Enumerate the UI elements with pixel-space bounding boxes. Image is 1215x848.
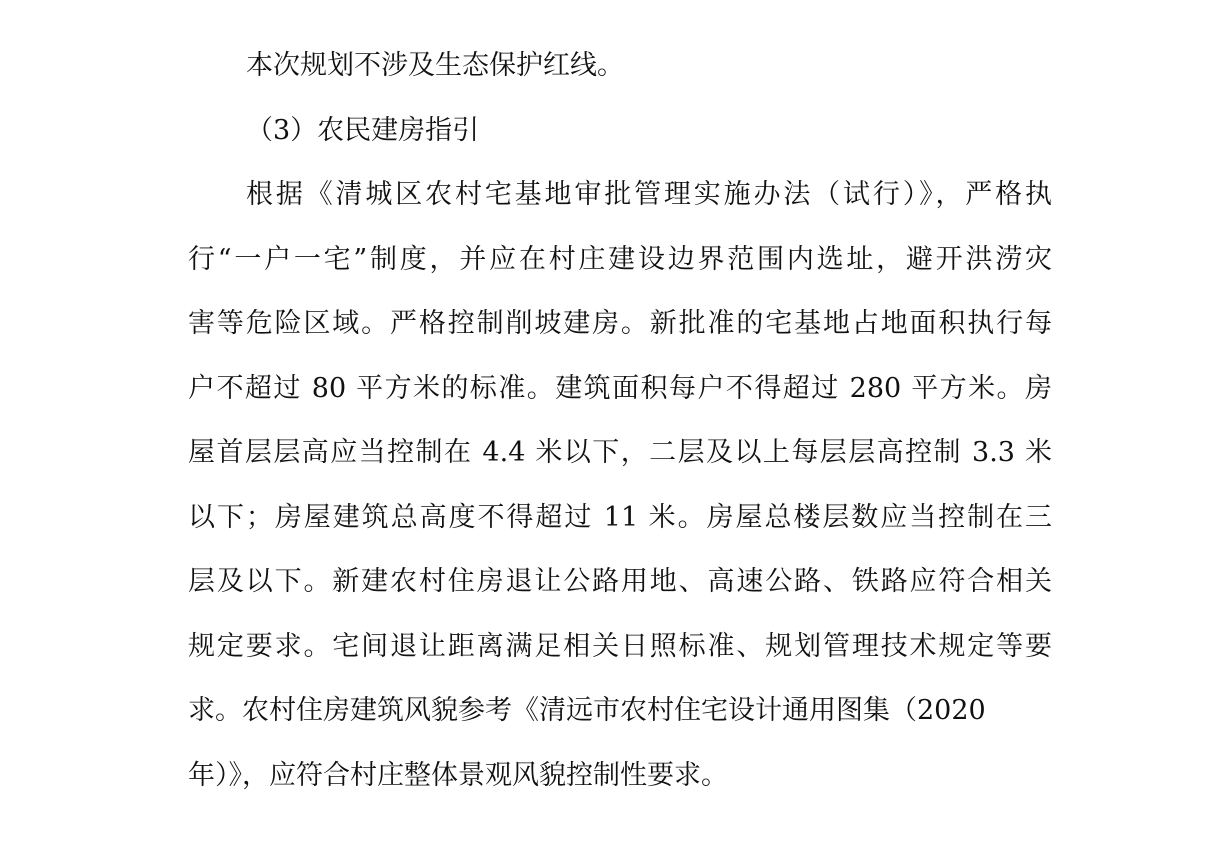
paragraph-line: 求。农村住房建筑风貌参考《清远市农村住宅设计通用图集（2020 [188, 695, 986, 726]
text-line-ecological-redline: 本次规划不涉及生态保护红线。 [246, 50, 624, 81]
paragraph-line: 层及以下。新建农村住房退让公路用地、高速公路、铁路应符合相关 [188, 566, 1052, 597]
paragraph-line: 以下；房屋建筑总高度不得超过 11 米。房屋总楼层数应当控制在三 [188, 502, 1052, 533]
paragraph-line-last: 年）》，应符合村庄整体景观风貌控制性要求。 [188, 760, 728, 791]
paragraph-line: 户不超过 80 平方米的标准。建筑面积每户不得超过 280 平方米。房 [188, 373, 1052, 404]
paragraph-line: 根据《清城区农村宅基地审批管理实施办法（试行）》，严格执 [246, 179, 1052, 210]
section-heading-housing-guidance: （3）农民建房指引 [246, 115, 480, 146]
paragraph-line: 害等危险区域。严格控制削坡建房。新批准的宅基地占地面积执行每 [188, 308, 1052, 339]
paragraph-line: 规定要求。宅间退让距离满足相关日照标准、规划管理技术规定等要 [188, 631, 1052, 662]
paragraph-line: 屋首层层高应当控制在 4.4 米以下，二层及以上每层层高控制 3.3 米 [188, 437, 1052, 468]
paragraph-line: 行“一户一宅”制度，并应在村庄建设边界范围内选址，避开洪涝灾 [188, 244, 1052, 275]
